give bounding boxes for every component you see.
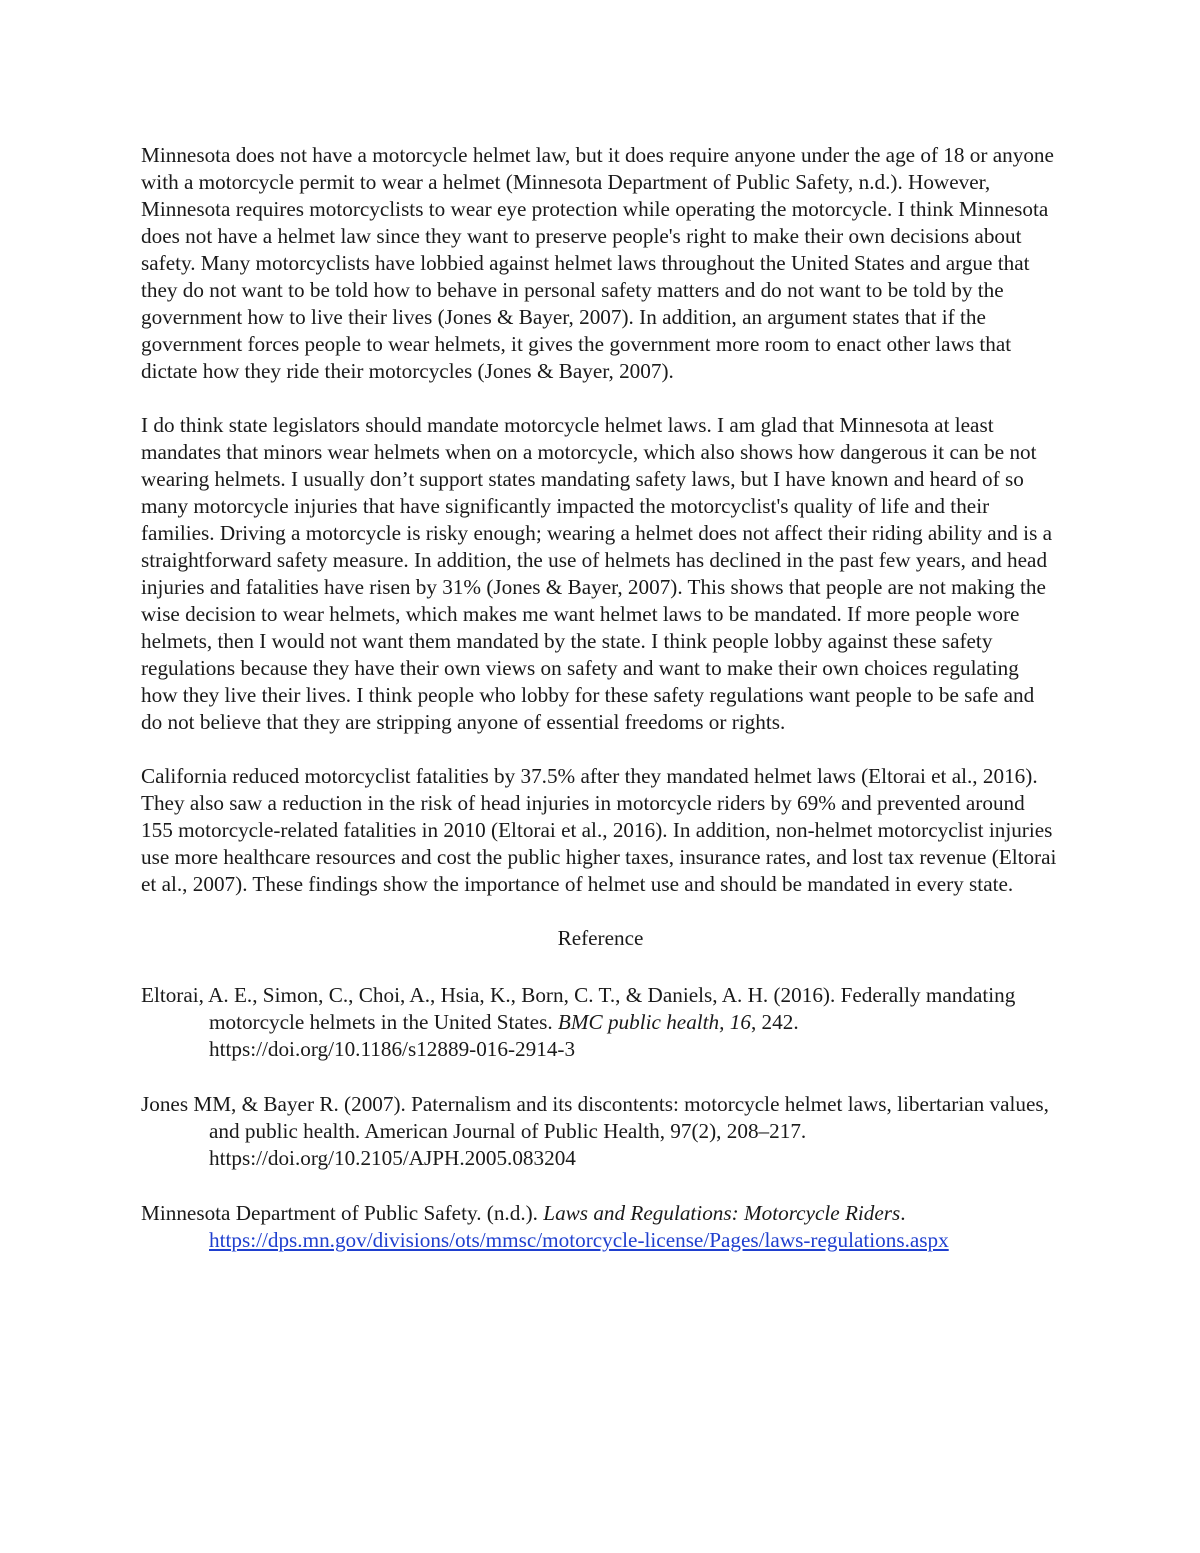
reference-text-tail: , 242. https://doi.org/10.1186/s12889-016-2914-3 xyxy=(209,1010,799,1061)
reference-text: Minnesota Department of Public Safety. (n.d.). xyxy=(141,1201,544,1225)
reference-text: Jones MM, & Bayer R. (2007). Paternalism and its discontents: motorcycle helmet laws, libertarian values, and public health. American Journal of Public Health, 97(2), 208–217. https://doi.org/10.2105/AJPH.2005.083204 xyxy=(141,1092,1049,1170)
reference-link[interactable]: https://dps.mn.gov/divisions/ots/mmsc/motorcycle-license/Pages/laws-regulations.aspx xyxy=(209,1228,949,1252)
reference-title: Laws and Regulations: Motorcycle Riders xyxy=(543,1201,901,1225)
reference-text-tail: . xyxy=(900,1201,906,1225)
reference-entry-jones xyxy=(141,1091,1060,1172)
reference-entry-minnesota xyxy=(141,1200,1060,1254)
body-paragraph-1: Minnesota does not have a motorcycle helmet law, but it does require anyone under the age of 18 or anyone with a motorcycle permit to wear a helmet (Minnesota Department of Public Safety, n.d.). However, Minnesota requires motorcyclists to wear eye protection while operating the motorcycle. I think Minnesota does not have a helmet law since they want to preserve people's right to make their own decisions about safety. Many motorcyclists have lobbied against helmet laws throughout the United States and argue that they do not want to be told how to behave in personal safety matters and do not want to be told by the government how to live their lives (Jones & Bayer, 2007). In addition, an argument states that if the government forces people to wear helmets, it gives the government more room to enact other laws that dictate how they ride their motorcycles (Jones & Bayer, 2007). xyxy=(141,143,1054,383)
body-paragraph-2: I do think state legislators should mandate motorcycle helmet laws. I am glad that Minnesota at least mandates that minors wear helmets when on a motorcycle, which also shows how dangerous it can be not wearing helmets. I usually don’t support states mandating safety laws, but I have known and heard of so many motorcycle injuries that have significantly impacted the motorcyclist's quality of life and their families. Driving a motorcycle is risky enough; wearing a helmet does not affect their riding ability and is a straightforward safety measure. In addition, the use of helmets has declined in the past few years, and head injuries and fatalities have risen by 31% (Jones & Bayer, 2007). This shows that people are not making the wise decision to wear helmets, which makes me want helmet laws to be mandated. If more people wore helmets, then I would not want them mandated by the state. I think people lobby against these safety regulations because they have their own views on safety and want to make their own choices regulating how they live their lives. I think people who lobby for these safety regulations want people to be safe and do not believe that they are stripping anyone of essential freedoms or rights. xyxy=(141,413,1053,734)
reference-entry-eltorai xyxy=(141,982,1060,1063)
reference-text: Eltorai, A. E., Simon, C., Choi, A., Hsia, K., Born, C. T., & Daniels, A. H. (2016). Federally mandating motorcycle helmets in the United States. xyxy=(141,983,1016,1034)
reference-journal: BMC public health, 16 xyxy=(557,1010,751,1034)
reference-heading: Reference xyxy=(557,926,644,950)
body-paragraph-3: California reduced motorcyclist fatalities by 37.5% after they mandated helmet laws (Eltorai et al., 2016). They also saw a reduction in the risk of head injuries in motorcycle riders by 69% and prevented around 155 motorcycle-related fatalities in 2010 (Eltorai et al., 2016). In addition, non-helmet motorcyclist injuries use more healthcare resources and cost the public higher taxes, insurance rates, and lost tax revenue (Eltorai et al., 2007). These findings show the importance of helmet use and should be mandated in every state. xyxy=(141,764,1057,896)
